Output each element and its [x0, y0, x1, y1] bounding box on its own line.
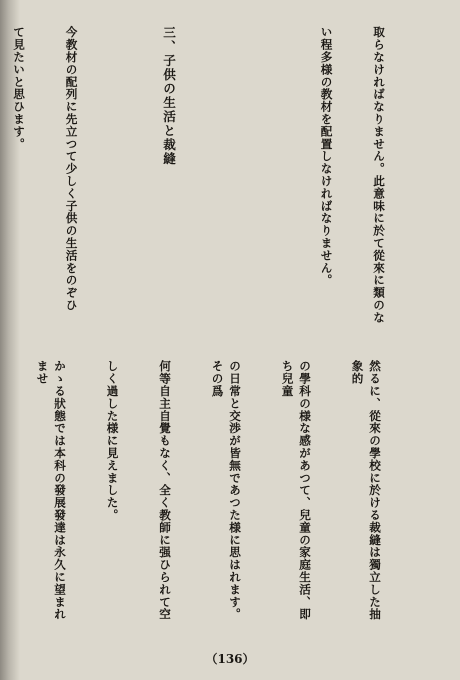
text-line: て見たいと思ひます。 [12, 26, 26, 150]
text-line: の學科の様な感があつて、兒童の家庭生活、即ち兒童 [280, 360, 312, 621]
text-line: しく過した様に見えました。 [105, 360, 120, 522]
text-line: 取らなければなりません。此意味に於て從來に類のな [372, 26, 386, 324]
text-line: かゝる狀態では本科の發展發達は永久に望まれませ [35, 360, 67, 621]
upper-text-block [12, 26, 422, 332]
text-line: 今教材の配列に先立つて少しく子供の生活をのぞひ [64, 26, 79, 312]
text-line: 然るに、從來の學校に於ける裁縫は獨立した抽象的 [350, 360, 382, 621]
text-line: 何等自主自覺もなく、全く教師に强ひられて空 [158, 360, 172, 621]
lower-text-block [35, 360, 418, 632]
section-heading-3: 三、子供の生活と裁縫 [161, 26, 176, 166]
text-line: い程多様の教材を配置しなければなりません。 [319, 26, 334, 287]
text-line: の日常と交渉が皆無であつた様に思はれます。その爲 [210, 360, 242, 621]
page-number: （136） [205, 652, 255, 666]
